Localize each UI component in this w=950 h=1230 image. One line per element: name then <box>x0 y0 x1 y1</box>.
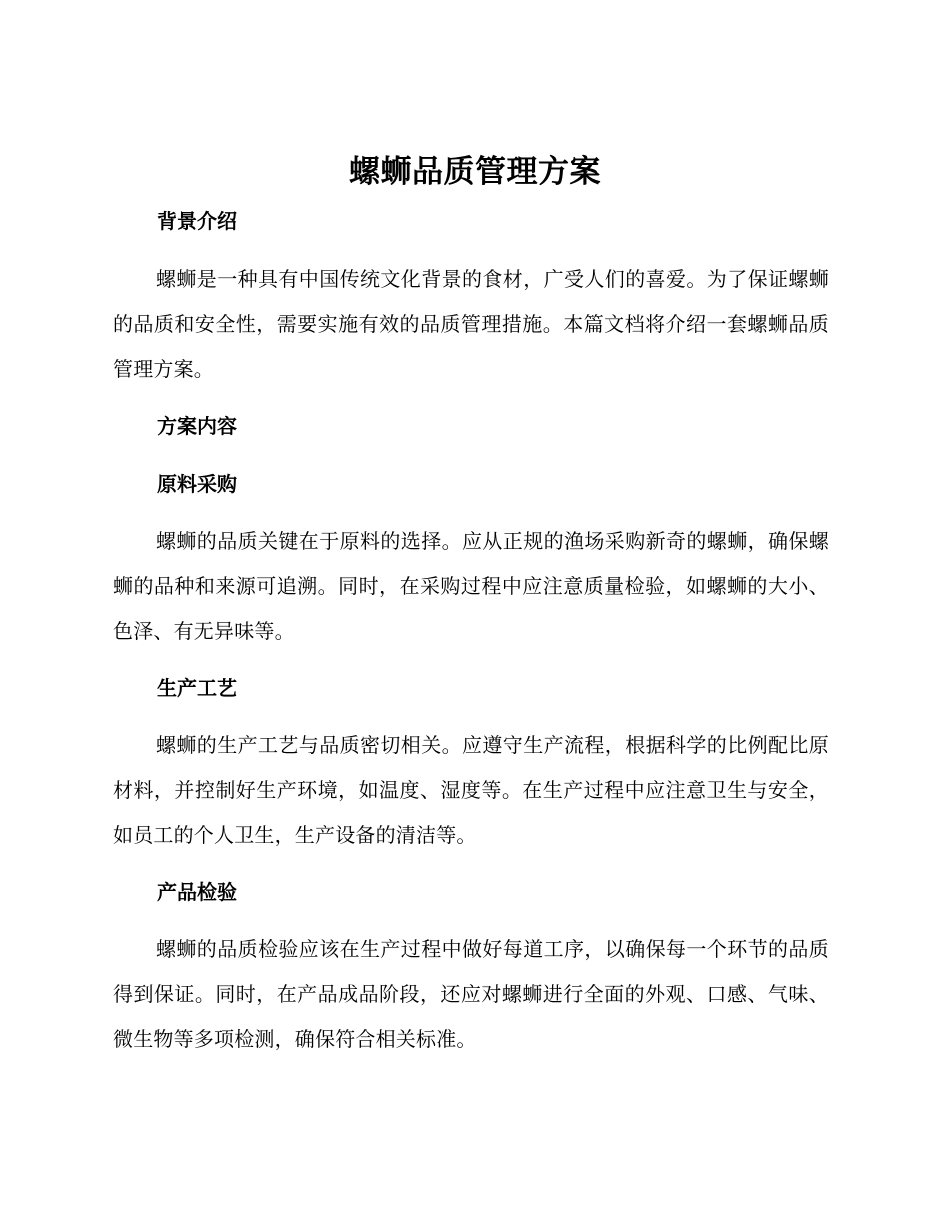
section-heading-background: 背景介绍 <box>157 209 237 233</box>
section-heading-plan-content: 方案内容 <box>157 414 237 438</box>
paragraph-production: 螺蛳的生产工艺与品质密切相关。应遵守生产流程，根据科学的比例配比原材料，并控制好生产环境，如温度、湿度等。在生产过程中应注意卫生与安全，如员工的个人卫生，生产设备的清洁等。 <box>113 733 829 847</box>
section-heading-raw-material: 原料采购 <box>157 472 237 496</box>
document-title: 螺蛳品质管理方案 <box>349 154 601 190</box>
paragraph-raw-material: 螺蛳的品质关键在于原料的选择。应从正规的渔场采购新奇的螺蛳，确保螺蛳的品种和来源可追溯。同时，在采购过程中应注意质量检验，如螺蛳的大小、色泽、有无异味等。 <box>113 529 829 643</box>
section-heading-inspection: 产品检验 <box>157 880 237 904</box>
paragraph-background: 螺蛳是一种具有中国传统文化背景的食材，广受人们的喜爱。为了保证螺蛳的品质和安全性，需要实施有效的品质管理措施。本篇文档将介绍一套螺蛳品质管理方案。 <box>113 267 829 381</box>
paragraph-inspection: 螺蛳的品质检验应该在生产过程中做好每道工序，以确保每一个环节的品质得到保证。同时，在产品成品阶段，还应对螺蛳进行全面的外观、口感、气味、微生物等多项检测，确保符合相关标准。 <box>113 937 829 1051</box>
section-heading-production: 生产工艺 <box>157 676 237 700</box>
